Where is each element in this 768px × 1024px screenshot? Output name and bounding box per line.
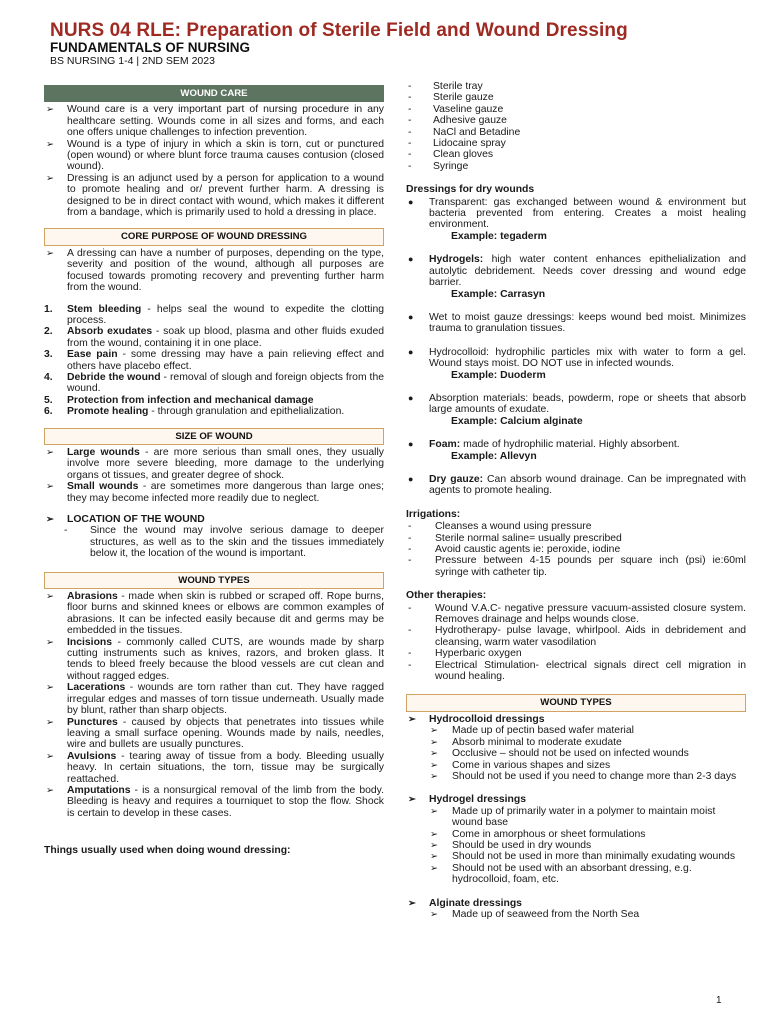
- document-subtitle: FUNDAMENTALS OF NURSING: [50, 40, 250, 55]
- item-text: Transparent: gas exchanged between wound & environment but bacteria prevented from entering. Creates a moist healing environment.: [429, 196, 746, 231]
- item-text: - soak up blood, plasma and other fluids exuded from the wound, containing it in one place.: [67, 326, 384, 349]
- item-text: Hydrocolloid: hydrophilic particles mix with water to form a gel. Wound stays moist. DO NOT use in infected wounds.: [429, 346, 746, 370]
- item-text: Absorption materials: beads, powderm, rope or sheets that absorb large amounts of exudate.: [429, 392, 746, 416]
- list-item: - Adhesive gauze: [406, 115, 746, 126]
- list-item: ➢ Made up of pectin based wafer material: [406, 725, 746, 736]
- list-item: [44, 372, 384, 395]
- list-item: [44, 349, 384, 372]
- page-number: 1: [716, 995, 722, 1006]
- item-example: Example: Carrasyn: [451, 288, 546, 300]
- list-item: [406, 254, 746, 300]
- left-column: [44, 85, 384, 857]
- list-item: [44, 395, 384, 406]
- list-item: [406, 393, 746, 427]
- item-term: Dry gauze:: [429, 473, 484, 485]
- item-number: 1.: [44, 303, 53, 315]
- item-term: Absorb exudates: [67, 326, 153, 338]
- list-item: ➢ Made up of seaweed from the North Sea: [406, 909, 746, 920]
- list-item: - Clean gloves: [406, 149, 746, 160]
- list-item: - NaCl and Betadine: [406, 127, 746, 138]
- core-purpose-intro: [44, 248, 384, 294]
- list-item: [406, 474, 746, 497]
- list-item: - Sterile tray: [406, 81, 746, 92]
- list-item: [406, 197, 746, 243]
- item-text: - commonly called CUTS, are wounds made by sharp cutting instruments such as knives, razors, and broken glass. It tends to bleed freely because the blood vessels are cut clean and without ragged edges.: [67, 636, 384, 682]
- item-text: - are more serious than small ones, they usually involve more severe bleeding, more damage to the underlying organs ot tissues, and greater degree of shock.: [67, 446, 384, 481]
- list-item: - Syringe: [406, 161, 746, 172]
- item-term: Abrasions: [67, 591, 118, 603]
- wound-types-list: [44, 591, 384, 819]
- item-term: Protection from infection and mechanical damage: [67, 394, 314, 406]
- list-item: ➢ Wound is a type of injury in which a skin is torn, cut or punctured (open wound) or where blunt force trauma causes contusion (closed wound).: [44, 139, 384, 173]
- other-therapies-heading: Other therapies:: [406, 590, 487, 602]
- list-item: [44, 447, 384, 481]
- list-item: ➢ A dressing can have a number of purposes, depending on the type, severity and position of the wound, although all purposes are focused towards promoting recovery and preventing further harm from the wound.: [44, 248, 384, 294]
- item-number: 5.: [44, 394, 53, 406]
- item-number: 3.: [44, 349, 53, 361]
- item-number: 2.: [44, 326, 53, 338]
- wound-types-right-heading: WOUND TYPES: [406, 694, 746, 711]
- item-text: Wet to moist gauze dressings: keeps wound bed moist. Minimizes trauma to granulation tissues.: [429, 311, 746, 335]
- other-therapies-list: [406, 603, 746, 683]
- list-item: - Pressure between 4-15 pounds per square inch (psi) ie:60ml syringe with catheter tip.: [406, 555, 746, 578]
- list-item: [44, 717, 384, 751]
- list-item: - Lidocaine spray: [406, 138, 746, 149]
- item-example: Example: Allevyn: [451, 450, 537, 462]
- list-item: [44, 637, 384, 683]
- irrigations-heading: Irrigations:: [406, 508, 461, 520]
- list-item: [44, 682, 384, 716]
- item-term: Promote healing: [67, 406, 149, 418]
- alginate-list: [406, 909, 746, 920]
- item-text: made of hydrophilic material. Highly absorbent.: [460, 439, 680, 451]
- list-item: - Electrical Stimulation- electrical signals direct cell migration in wound healing.: [406, 660, 746, 683]
- list-item: ➢ Occlusive – should not be used on infected wounds: [406, 748, 746, 759]
- size-of-wound-list: [44, 447, 384, 504]
- item-example: Example: Duoderm: [451, 369, 546, 381]
- item-text: - wounds are torn rather than cut. They have ragged irregular edges and masses of torn tissue underneath. Usually made by blunt, rather than sharp objects.: [67, 682, 384, 717]
- list-item: - Wound V.A.C- negative pressure vacuum-assisted closure system. Removes drainage and helps wounds close.: [406, 603, 746, 626]
- item-example: Example: Calcium alginate: [451, 415, 583, 427]
- things-used-heading: Things usually used when doing wound dressing:: [44, 845, 291, 857]
- core-purpose-list: [44, 304, 384, 418]
- location-list: [44, 525, 384, 559]
- list-item: - Sterile normal saline= usually prescribed: [406, 533, 746, 544]
- list-item: [406, 312, 746, 335]
- item-term: Stem bleeding: [67, 303, 142, 315]
- alginate-heading: ➢ Alginate dressings: [406, 898, 746, 909]
- list-item: - Hyperbaric oxygen: [406, 648, 746, 659]
- item-term: Punctures: [67, 716, 118, 728]
- list-item: - Hydrotherapy- pulse lavage, whirlpool. Aids in debridement and cleansing, warm water vasodilation: [406, 625, 746, 648]
- item-term: Amputations: [67, 784, 131, 796]
- dry-wounds-heading: Dressings for dry wounds: [406, 184, 535, 196]
- list-item: ➢ Should not be used in more than minimally exudating wounds: [406, 851, 746, 862]
- list-item: - Sterile gauze: [406, 92, 746, 103]
- list-item: - Cleanses a wound using pressure: [406, 521, 746, 532]
- hydrocolloid-list: [406, 725, 746, 782]
- list-item: ➢ Should not be used if you need to change more than 2-3 days: [406, 771, 746, 782]
- list-item: ➢ Come in various shapes and sizes: [406, 760, 746, 771]
- list-item: [44, 751, 384, 785]
- item-number: 6.: [44, 406, 53, 418]
- list-item: ➢ Should be used in dry wounds: [406, 840, 746, 851]
- list-item: [44, 591, 384, 637]
- item-term: Incisions: [67, 636, 113, 648]
- list-item: ➢ Come in amorphous or sheet formulations: [406, 829, 746, 840]
- list-item: ➢ Absorb minimal to moderate exudate: [406, 737, 746, 748]
- item-text: - helps seal the wound to expedite the clotting process.: [67, 303, 384, 326]
- item-term: Debride the wound: [67, 371, 161, 383]
- list-item: ➢ Wound care is a very important part of nursing procedure in any healthcare setting. Wounds come in all sizes and forms, and each one offers unique challenges to infection prevention.: [44, 104, 384, 138]
- item-text: Can absorb wound drainage. Can be impregnated with agents to promote healing.: [429, 473, 746, 497]
- item-text: - is a nonsurgical removal of the limb from the body. Bleeding is heavy and requires a tourniquet to stop the flow. Shock is certain to develop in these cases.: [67, 784, 384, 819]
- things-used-list: [406, 81, 746, 172]
- core-purpose-heading: CORE PURPOSE OF WOUND DRESSING: [44, 228, 384, 245]
- list-item: ➢ Made up of primarily water in a polymer to maintain moist wound base: [406, 806, 746, 829]
- wound-care-list: [44, 104, 384, 218]
- item-text: - removal of slough and foreign objects from the wound.: [67, 371, 384, 395]
- hydrocolloid-heading: ➢ Hydrocolloid dressings: [406, 714, 746, 725]
- list-item: ➢ Dressing is an adjunct used by a person for application to a wound to promote healing and or/ prevent further harm. A dressing is designed to be in direct contact with wound, which makes it different from a bandage, which is primarily used to hold a dressing in place.: [44, 173, 384, 219]
- item-text: - are sometimes more dangerous than large ones; they may become infected more readily due to neglect.: [67, 481, 385, 504]
- item-term: Small wounds: [67, 481, 139, 493]
- wound-care-heading: WOUND CARE: [44, 85, 384, 102]
- list-item: [44, 481, 384, 504]
- dry-wounds-list: [406, 197, 746, 497]
- item-text: - tearing away of tissue from a body. Bleeding usually heavy. In certain situations, the torn, tissue may be surgically reattached.: [67, 750, 384, 785]
- course-info: BS NURSING 1-4 | 2ND SEM 2023: [50, 55, 215, 67]
- item-text: high water content enhances epithelialization and autolytic debridement. Needs cover dressing and wound edge barrier.: [429, 254, 746, 289]
- location-heading: ➢ LOCATION OF THE WOUND: [44, 514, 384, 525]
- document-title: NURS 04 RLE: Preparation of Sterile Field and Wound Dressing: [50, 20, 628, 41]
- list-item: [44, 326, 384, 349]
- item-text: - caused by objects that penetrates into tissues while leaving a small surface opening. Wounds made by nails, needles, wire and bullets are usually punctures.: [67, 716, 384, 751]
- item-example: Example: tegaderm: [451, 230, 547, 242]
- item-term: Hydrogels:: [429, 254, 484, 266]
- hydrogel-heading: ➢ Hydrogel dressings: [406, 794, 746, 805]
- item-term: Foam:: [429, 439, 461, 451]
- list-item: [44, 304, 384, 327]
- wound-types-heading: WOUND TYPES: [44, 572, 384, 589]
- item-number: 4.: [44, 371, 53, 383]
- list-item: [44, 406, 384, 417]
- list-item: - Since the wound may involve serious damage to deeper structures, as well as to the skin and the tissues immediately below it, the location of the wound is important.: [44, 525, 384, 559]
- list-item: [44, 785, 384, 819]
- list-item: ➢ Should not be used with an absorbant dressing, e.g. hydrocolloid, foam, etc.: [406, 863, 746, 886]
- item-term: Avulsions: [67, 750, 117, 762]
- item-text: - through granulation and epithelialization.: [148, 406, 345, 418]
- list-item: - Vaseline gauze: [406, 104, 746, 115]
- irrigations-list: [406, 521, 746, 578]
- item-term: Ease pain: [67, 349, 118, 361]
- item-text: - some dressing may have a pain relieving effect and others have placebo effect.: [67, 349, 385, 372]
- list-item: [406, 439, 746, 462]
- size-of-wound-heading: SIZE OF WOUND: [44, 428, 384, 445]
- hydrogel-list: [406, 806, 746, 886]
- item-term: Large wounds: [67, 446, 140, 458]
- list-item: [406, 347, 746, 381]
- list-item: - Avoid caustic agents ie: peroxide, iodine: [406, 544, 746, 555]
- item-text: - made when skin is rubbed or scraped off. Rope burns, floor burns and skinned knees or elbows are common examples of abrasions. It can be infected easily because dit and germs may be embedded in the tissues.: [67, 591, 384, 637]
- item-term: Lacerations: [67, 682, 126, 694]
- right-column: [406, 81, 746, 920]
